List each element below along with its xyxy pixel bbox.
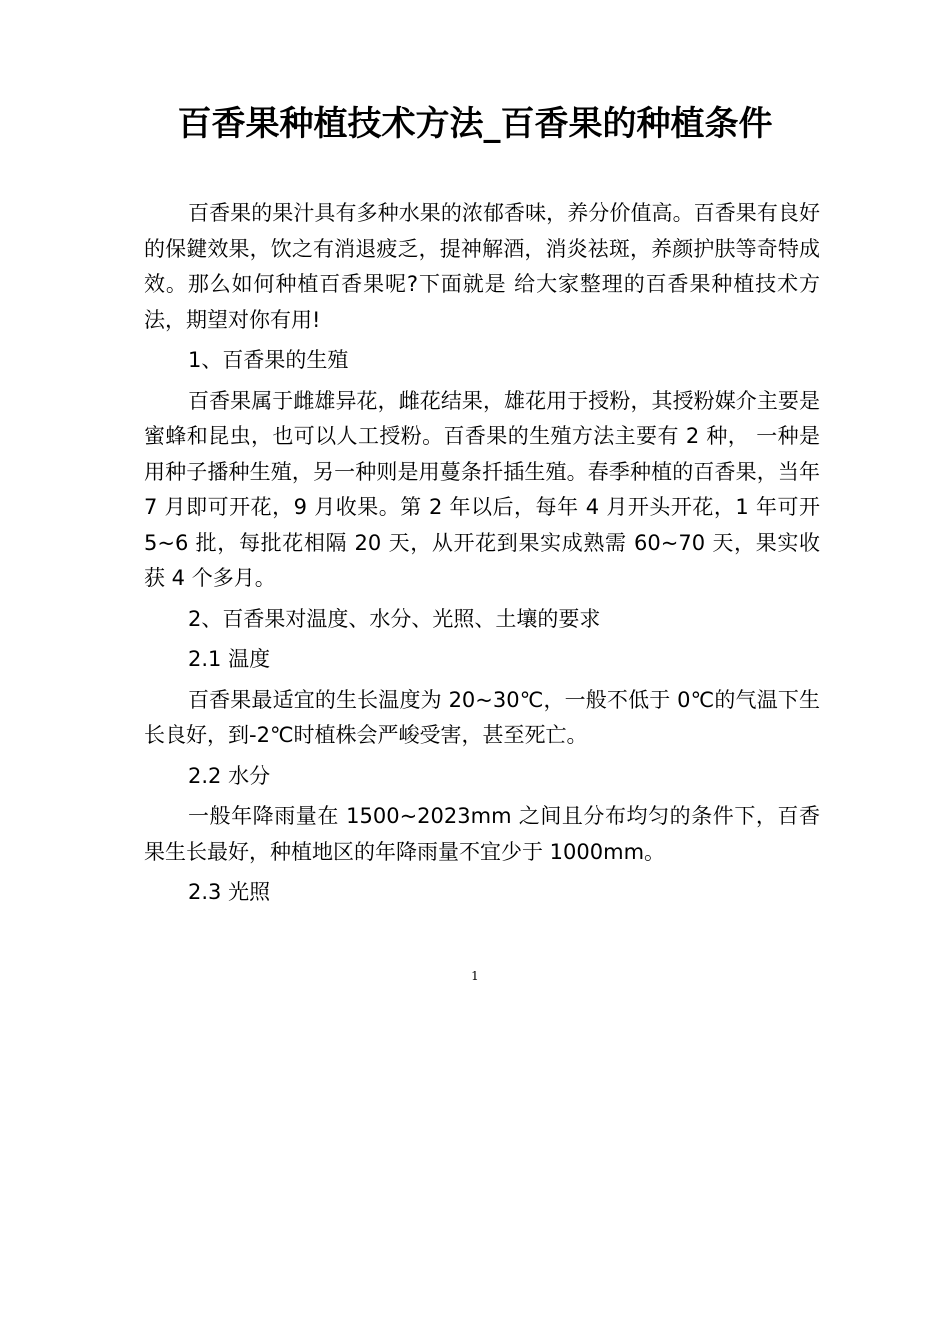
page-number: 1 (471, 969, 479, 983)
temperature-paragraph: 百香果最适宜的生长温度为 20~30℃，一般不低于 0℃的气温下生长良好，到-2℃时植株会严峻受害，甚至死亡。 (144, 687, 820, 747)
reproduction-paragraph: 百香果属于雌雄异花，雌花结果，雄花用于授粉，其授粉媒介主要是蜜蜂和昆虫，也可以人工授粉。百香果的生殖方法主要有 2 种， 一种是用种子播种生殖，另一种则是用蔓条扦插生殖。春季种植的百香果，当年 7 月即可开花，9 月收果。第 2 年以后，每年 4 月开头开花，1 年可开 5~6 批，每批花相隔 20 天，从开花到果实成熟需 60~70 天，果实收获 4 个多月。 (144, 388, 820, 590)
subsection-heading-temperature: 2.1 温度 (188, 647, 271, 671)
page-title: 百香果种植技术方法_百香果的种植条件 (177, 104, 773, 144)
intro-paragraph: 百香果的果汁具有多种水果的浓郁香味，养分价值高。百香果有良好的保鍵效果，饮之有消退疲乏，提神解酒，消炎祛斑，养颜护肤等奇特成效。那么如何种植百香果呢?下面就是 给大家整理的百香果种植技术方法，期望对你有用! (144, 201, 820, 332)
subsection-heading-light: 2.3 光照 (188, 880, 271, 904)
moisture-paragraph: 一般年降雨量在 1500~2023mm 之间且分布均匀的条件下，百香果生长最好，种植地区的年降雨量不宜少于 1000mm。 (144, 804, 820, 864)
section-heading-requirements: 2、百香果对温度、水分、光照、土壤的要求 (188, 606, 601, 631)
subsection-heading-moisture: 2.2 水分 (188, 763, 271, 788)
section-heading-reproduction: 1、百香果的生殖 (188, 348, 349, 372)
document-body (144, 196, 820, 916)
